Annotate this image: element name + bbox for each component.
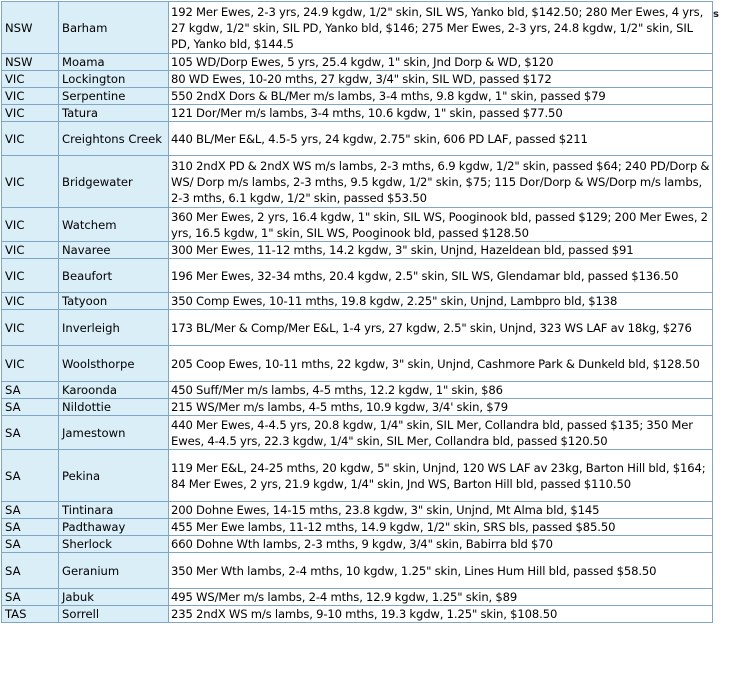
location-cell: Inverleigh: [59, 310, 169, 346]
location-cell: Lockington: [59, 71, 169, 88]
location-cell: Barham: [59, 2, 169, 54]
details-cell: 300 Mer Ewes, 11-12 mths, 14.2 kgdw, 3" skin, Unjnd, Hazeldean bld, passed $91: [169, 242, 713, 259]
state-cell: VIC: [2, 105, 59, 122]
state-cell: VIC: [2, 259, 59, 293]
table-row: [2, 2, 713, 54]
location-cell: Navaree: [59, 242, 169, 259]
table-row: [2, 519, 713, 536]
state-cell: VIC: [2, 88, 59, 105]
state-cell: SA: [2, 589, 59, 606]
location-cell: Padthaway: [59, 519, 169, 536]
details-cell: 440 BL/Mer E&L, 4.5-5 yrs, 24 kgdw, 2.75" skin, 606 PD LAF, passed $211: [169, 122, 713, 156]
location-cell: Serpentine: [59, 88, 169, 105]
table-row: [2, 450, 713, 502]
details-cell: 450 Suff/Mer m/s lambs, 4-5 mths, 12.2 kgdw, 1" skin, $86: [169, 382, 713, 399]
details-cell: 350 Mer Wth lambs, 2-4 mths, 10 kgdw, 1.25" skin, Lines Hum Hill bld, passed $58.50: [169, 553, 713, 589]
state-cell: NSW: [2, 2, 59, 54]
location-cell: Pekina: [59, 450, 169, 502]
table-row: [2, 382, 713, 399]
table-row: [2, 293, 713, 310]
details-cell: 200 Dohne Ewes, 14-15 mths, 23.8 kgdw, 3" skin, Unjnd, Mt Alma bld, $145: [169, 502, 713, 519]
state-cell: VIC: [2, 310, 59, 346]
state-cell: SA: [2, 502, 59, 519]
table-row: [2, 105, 713, 122]
state-cell: VIC: [2, 156, 59, 208]
table-row: [2, 606, 713, 623]
state-cell: SA: [2, 382, 59, 399]
details-cell: 660 Dohne Wth lambs, 2-3 mths, 9 kgdw, 3/4" skin, Babirra bld $70: [169, 536, 713, 553]
details-cell: 80 WD Ewes, 10-20 mths, 27 kgdw, 3/4" skin, SIL WD, passed $172: [169, 71, 713, 88]
state-cell: SA: [2, 553, 59, 589]
location-cell: Karoonda: [59, 382, 169, 399]
details-cell: 550 2ndX Dors & BL/Mer m/s lambs, 3-4 mths, 9.8 kgdw, 1" skin, passed $79: [169, 88, 713, 105]
details-cell: 119 Mer E&L, 24-25 mths, 20 kgdw, 5" skin, Unjnd, 120 WS LAF av 23kg, Barton Hill bld, $164; 84 Mer Ewes, 2 yrs, 21.9 kgdw, 1/4" skin, Jnd WS, Barton Hill bld, passed $110.50: [169, 450, 713, 502]
table-row: [2, 122, 713, 156]
table-row: [2, 589, 713, 606]
location-cell: Beaufort: [59, 259, 169, 293]
location-cell: Jabuk: [59, 589, 169, 606]
stray-character: s: [713, 9, 719, 20]
table-row: [2, 208, 713, 242]
location-cell: Bridgewater: [59, 156, 169, 208]
state-cell: TAS: [2, 606, 59, 623]
table-row: [2, 156, 713, 208]
location-cell: Tatura: [59, 105, 169, 122]
state-cell: VIC: [2, 346, 59, 382]
details-cell: 495 WS/Mer m/s lambs, 2-4 mths, 12.9 kgdw, 1.25" skin, $89: [169, 589, 713, 606]
table-row: [2, 536, 713, 553]
table-row: [2, 88, 713, 105]
details-cell: 215 WS/Mer m/s lambs, 4-5 mths, 10.9 kgdw, 3/4' skin, $79: [169, 399, 713, 416]
table-row: [2, 71, 713, 88]
location-cell: Tatyoon: [59, 293, 169, 310]
state-cell: SA: [2, 519, 59, 536]
table-row: [2, 553, 713, 589]
details-cell: 235 2ndX WS m/s lambs, 9-10 mths, 19.3 kgdw, 1.25" skin, $108.50: [169, 606, 713, 623]
state-cell: VIC: [2, 293, 59, 310]
state-cell: SA: [2, 450, 59, 502]
location-cell: Watchem: [59, 208, 169, 242]
table-row: [2, 259, 713, 293]
details-cell: 350 Comp Ewes, 10-11 mths, 19.8 kgdw, 2.25" skin, Unjnd, Lambpro bld, $138: [169, 293, 713, 310]
table-row: [2, 416, 713, 450]
table-row: [2, 346, 713, 382]
state-cell: SA: [2, 536, 59, 553]
table-row: [2, 310, 713, 346]
location-cell: Jamestown: [59, 416, 169, 450]
location-cell: Moama: [59, 54, 169, 71]
state-cell: SA: [2, 399, 59, 416]
details-cell: 173 BL/Mer & Comp/Mer E&L, 1-4 yrs, 27 kgdw, 2.5" skin, Unjnd, 323 WS LAF av 18kg, $276: [169, 310, 713, 346]
state-cell: VIC: [2, 208, 59, 242]
details-cell: 455 Mer Ewe lambs, 11-12 mths, 14.9 kgdw, 1/2" skin, SRS bls, passed $85.50: [169, 519, 713, 536]
location-cell: Sorrell: [59, 606, 169, 623]
details-cell: 440 Mer Ewes, 4-4.5 yrs, 20.8 kgdw, 1/4" skin, SIL Mer, Collandra bld, passed $135; 350 Mer Ewes, 4-4.5 yrs, 22.3 kgdw, 1/4" skin, SIL Mer, Collandra bld, passed $120.50: [169, 416, 713, 450]
state-cell: VIC: [2, 71, 59, 88]
table-row: [2, 399, 713, 416]
table-row: [2, 54, 713, 71]
location-cell: Geranium: [59, 553, 169, 589]
details-cell: 192 Mer Ewes, 2-3 yrs, 24.9 kgdw, 1/2" skin, SIL WS, Yanko bld, $142.50; 280 Mer Ewes, 4 yrs, 27 kgdw, 1/2" skin, SIL PD, Yanko bld, $146; 275 Mer Ewes, 2-3 yrs, 24.8 kgdw, 1/2" skin, SIL PD, Yanko bld, $144.5: [169, 2, 713, 54]
location-cell: Tintinara: [59, 502, 169, 519]
details-cell: 310 2ndX PD & 2ndX WS m/s lambs, 2-3 mths, 6.9 kgdw, 1/2" skin, passed $64; 240 PD/Dorp & WS/ Dorp m/s lambs, 2-3 mths, 9.5 kgdw, 1/2" skin, $75; 115 Dor/Dorp & WS/Dorp m/s lambs, 2-3 mths, 6.1 kgdw, 1/2" skin, passed $53.50: [169, 156, 713, 208]
state-cell: VIC: [2, 242, 59, 259]
state-cell: NSW: [2, 54, 59, 71]
details-cell: 105 WD/Dorp Ewes, 5 yrs, 25.4 kgdw, 1" skin, Jnd Dorp & WD, $120: [169, 54, 713, 71]
state-cell: SA: [2, 416, 59, 450]
details-cell: 121 Dor/Mer m/s lambs, 3-4 mths, 10.6 kgdw, 1" skin, passed $77.50: [169, 105, 713, 122]
sheep-sales-table: [1, 1, 713, 623]
location-cell: Sherlock: [59, 536, 169, 553]
table-row: [2, 502, 713, 519]
location-cell: Woolsthorpe: [59, 346, 169, 382]
location-cell: Nildottie: [59, 399, 169, 416]
details-cell: 205 Coop Ewes, 10-11 mths, 22 kgdw, 3" skin, Unjnd, Cashmore Park & Dunkeld bld, $128.50: [169, 346, 713, 382]
details-cell: 360 Mer Ewes, 2 yrs, 16.4 kgdw, 1" skin, SIL WS, Pooginook bld, passed $129; 200 Mer Ewes, 2 yrs, 16.5 kgdw, 1" skin, SIL WS, Pooginook bld, passed $128.50: [169, 208, 713, 242]
table-row: [2, 242, 713, 259]
state-cell: VIC: [2, 122, 59, 156]
details-cell: 196 Mer Ewes, 32-34 mths, 20.4 kgdw, 2.5" skin, SIL WS, Glendamar bld, passed $136.50: [169, 259, 713, 293]
location-cell: Creightons Creek: [59, 122, 169, 156]
